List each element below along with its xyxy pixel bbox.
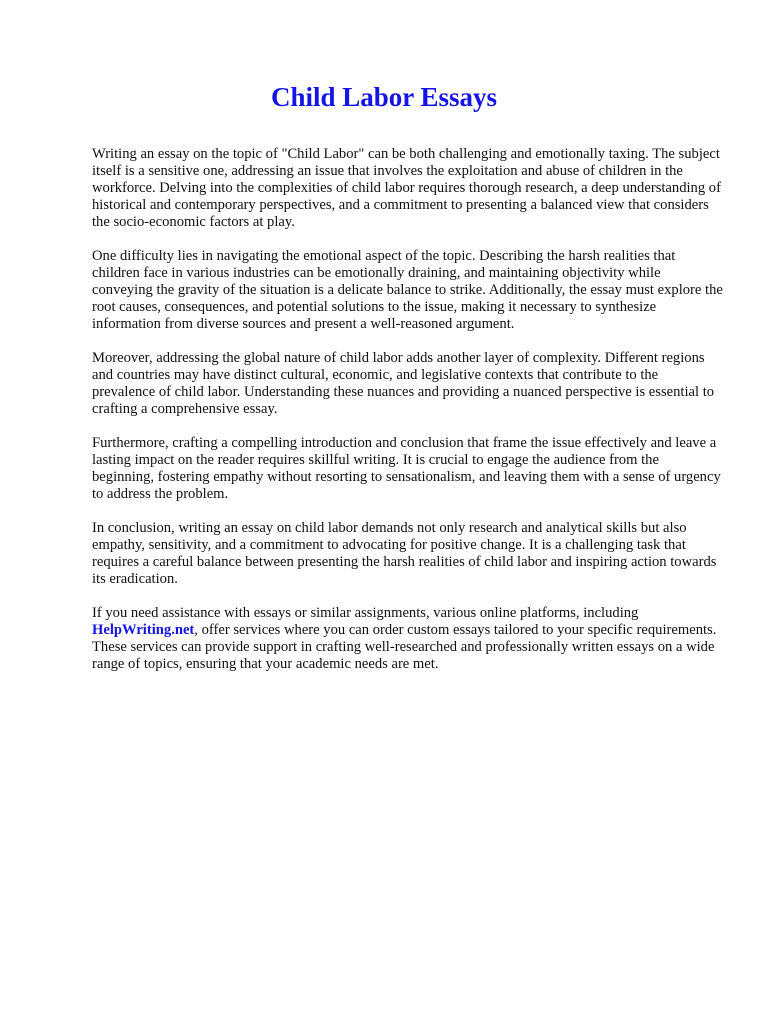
paragraph-global-nature: Moreover, addressing the global nature of child labor adds another layer of complexity. Different regions and countries may have distinct cultural, economic, and legislative contexts that contribute to the prevalence of child labor. Understanding these nuances and providing a nuanced perspective is essential to crafting a comprehensive essay. xyxy=(92,350,715,417)
paragraph-intro: Writing an essay on the topic of "Child Labor" can be both challenging and emotionally taxing. The subject itself is a sensitive one, addressing an issue that involves the exploitation and abuse of children in the workforce. Delving into the complexities of child labor requires thorough research, a deep understanding of historical and contemporary perspectives, and a commitment to presenting a balanced view that considers the socio-economic factors at play. xyxy=(92,146,721,230)
paragraph-introduction-conclusion: Furthermore, crafting a compelling introduction and conclusion that frame the issue effectively and leave a lasting impact on the reader requires skillful writing. It is crucial to engage the audience from the beginning, fostering empathy without resorting to sensationalism, and leaving them with a sense of urgency to address the problem. xyxy=(92,435,721,502)
assistance-text-before: If you need assistance with essays or similar assignments, various online platforms, including xyxy=(92,605,639,621)
paragraph-difficulty: One difficulty lies in navigating the emotional aspect of the topic. Describing the harsh realities that children face in various industries can be emotionally draining, and maintaining objectivity while conveying the gravity of the situation is a delicate balance to strike. Additionally, the essay must explore the root causes, consequences, and potential solutions to the issue, making it necessary to synthesize information from diverse sources and present a well-reasoned argument. xyxy=(92,248,723,332)
page-title: Child Labor Essays xyxy=(270,82,498,112)
assistance-text-after: , offer services where you can order custom essays tailored to your specific requirements. These services can provide support in crafting well-researched and professionally written essays on a wide range of topics, ensuring that your academic needs are met. xyxy=(92,622,717,672)
helpwriting-link[interactable]: HelpWriting.net xyxy=(92,622,195,638)
paragraph-conclusion: In conclusion, writing an essay on child labor demands not only research and analytical skills but also empathy, sensitivity, and a commitment to advocating for positive change. It is a challenging task that requires a careful balance between presenting the harsh realities of child labor and inspiring action towards its eradication. xyxy=(92,520,717,587)
paragraph-assistance xyxy=(92,605,724,673)
